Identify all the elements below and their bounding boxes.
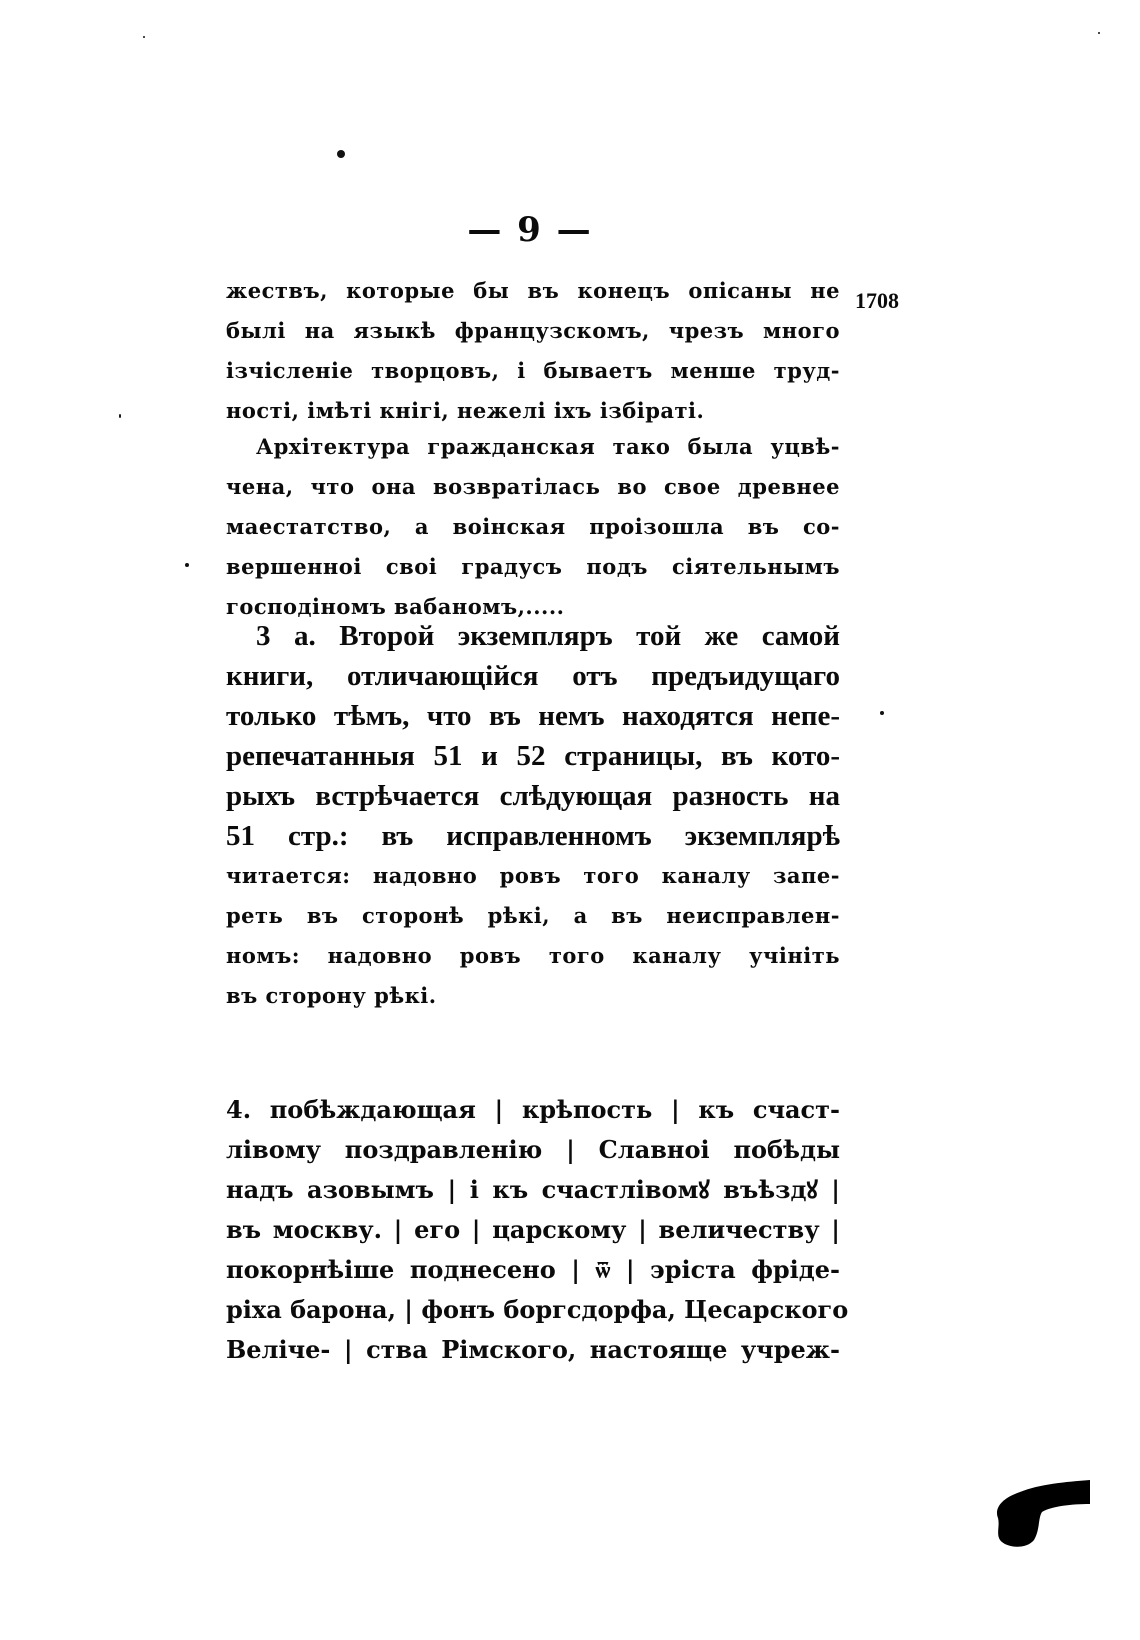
text-line: покорнѣіше поднесено | ѿ | эріста фріде-	[226, 1255, 840, 1284]
text-line: былі на языкѣ французскомъ, чрезъ много	[226, 318, 840, 343]
page-number: — 9 —	[467, 210, 593, 250]
scan-speck	[1098, 32, 1100, 34]
entry-4	[226, 1090, 849, 1370]
text-line: надъ азовымъ | і къ счастлівомꙋ въѣздꙋ |	[226, 1175, 840, 1204]
scan-speck	[119, 414, 121, 418]
text-line: 3 а. Второй экземпляръ той же самой	[256, 620, 840, 652]
text-line: номъ: надовно ровъ того каналу учініть	[226, 943, 840, 968]
paragraph-architecture	[226, 427, 840, 627]
scan-speck	[143, 36, 145, 38]
text-line: реть въ сторонѣ рѣкі, а въ неисправлен-	[226, 903, 840, 928]
text-line: Веліче- | ства Рімского, настояще учреж-	[226, 1335, 840, 1364]
text-line: 51 стр.: въ исправленномъ экземплярѣ	[226, 820, 840, 852]
ink-stain-graphic	[980, 1478, 1090, 1550]
text-line: господіномъ вабаномъ,.....	[226, 594, 565, 619]
text-line: 4. побѣждающая | крѣпость | къ счаст-	[226, 1095, 840, 1124]
text-line: только тѣмъ, что въ немъ находятся непе-	[226, 700, 840, 732]
text-line: въ москву. | его | царскому | величеству |	[226, 1215, 840, 1244]
margin-year: 1708	[855, 288, 899, 313]
text-line: рыхъ встрѣчается слѣдующая разность на	[226, 780, 840, 812]
text-line: въ сторону рѣкі.	[226, 983, 437, 1008]
paragraph-continuation	[226, 271, 840, 431]
scan-speck	[185, 563, 189, 567]
text-line: читается: надовно ровъ того каналу запе-	[226, 863, 840, 888]
scan-speck	[880, 711, 884, 715]
scan-speck	[337, 150, 345, 158]
text-line: лівому поздравленію | Славноі побѣды	[226, 1135, 840, 1164]
text-line: репечатанныя 51 и 52 страницы, въ кото-	[226, 740, 840, 772]
text-line: маестатство, а воінская проізошла въ со-	[226, 514, 840, 539]
text-line: ріха барона, | фонъ боргсдорфа, Цесарского	[226, 1295, 849, 1324]
text-line: жествъ, которые бы въ конецъ опісаны не	[226, 278, 840, 303]
text-line: вершенноі своі градусъ подъ сіятельнымъ	[226, 554, 840, 579]
text-line: книги, отличающійся отъ предъидущаго	[226, 660, 840, 692]
text-line: Архітектура гражданская тако была уцвѣ-	[256, 434, 840, 459]
text-line: ності, імѣті кнігі, нежелі іхъ ізбіраті.	[226, 398, 705, 423]
text-line: чена, что она возвратілась во свое древнее	[226, 474, 840, 499]
entry-3a	[226, 616, 840, 1016]
text-line: ізчісленіе творцовъ, і бываетъ менше труд-	[226, 358, 840, 383]
